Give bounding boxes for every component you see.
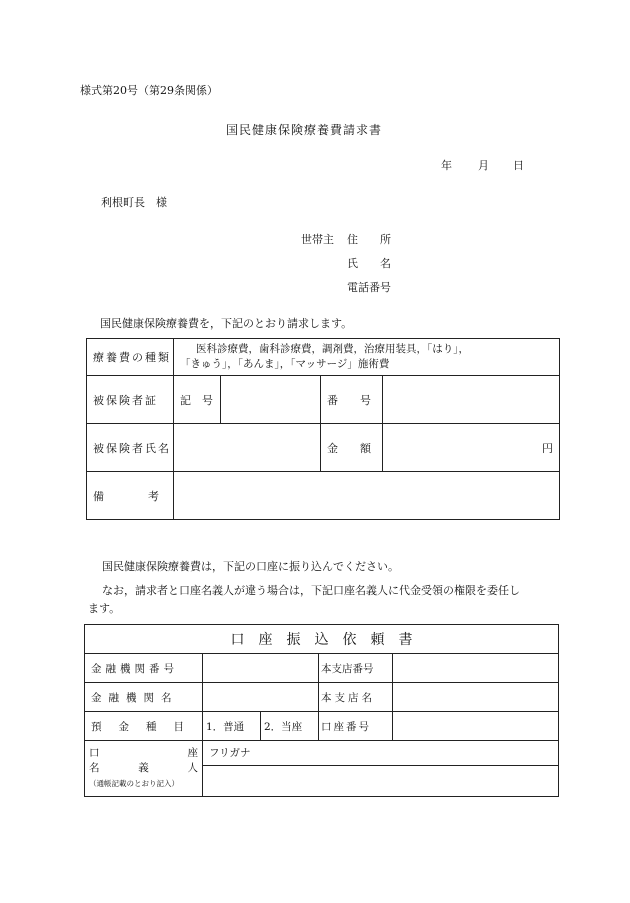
account-number-field[interactable] (393, 712, 559, 741)
holder-note: （通帳記載のとおり記入） (89, 779, 179, 788)
remarks-label: 備 考 (87, 472, 174, 520)
address-label: 住 所 (347, 233, 391, 246)
delegation-line2: ます。 (88, 602, 121, 615)
remarks-field[interactable] (174, 472, 560, 520)
treatment-type-line2: 「きゅう」，「あんま」，「マッサージ」施術費 (180, 358, 390, 370)
yen-unit: 円 (542, 441, 553, 455)
insured-name-field[interactable] (174, 424, 321, 472)
furigana-field[interactable] (203, 741, 559, 766)
holder-char-5: 人 (187, 762, 198, 774)
holder-char-4: 義 (138, 762, 149, 774)
page-title: 国民健康保険療養費請求書 (226, 123, 383, 137)
branch-code-label: 本支店番号 (319, 654, 393, 683)
treatment-type-label: 療養費の種類 (87, 339, 174, 376)
symbol-field[interactable] (221, 376, 321, 424)
deposit-type-label: 預金種目 (85, 712, 203, 741)
request-statement: 国民健康保険療養費を，下記のとおり請求します。 (100, 317, 353, 330)
account-number-label: 口座番号 (319, 712, 393, 741)
branch-code-field[interactable] (393, 654, 559, 683)
bank-transfer-table (84, 624, 559, 797)
addressee: 利根町長 様 (101, 196, 167, 209)
holder-char-3: 名 (89, 762, 100, 774)
amount-label: 金 額 (321, 424, 383, 472)
holder-label-row2 (89, 761, 198, 776)
institution-code-label: 金融機関番号 (85, 654, 203, 683)
date-year: 年 (441, 159, 452, 172)
institution-name-label: 金融機関名 (85, 683, 203, 712)
insurance-card-label: 被保険者証 (87, 376, 174, 424)
treatment-type-line1: 医科診療費，歯科診療費，調剤費，治療用装具，「はり」， (196, 343, 469, 355)
institution-code-field[interactable] (203, 654, 319, 683)
treatment-type-options (174, 339, 560, 376)
form-number: 様式第20号（第29条関係） (80, 84, 218, 97)
amount-field[interactable] (383, 424, 560, 472)
account-holder-label (85, 741, 203, 797)
branch-name-label: 本支店名 (319, 683, 393, 712)
institution-name-field[interactable] (203, 683, 319, 712)
date-day: 日 (513, 159, 524, 172)
delegation-line1: なお，請求者と口座名義人が違う場合は，下記口座名義人に代金受領の権限を委任し (102, 584, 520, 597)
branch-name-field[interactable] (393, 683, 559, 712)
holder-char-2: 座 (187, 747, 198, 759)
name-label: 氏 名 (347, 257, 391, 270)
number-field[interactable] (383, 376, 560, 424)
number-label: 番 号 (321, 376, 383, 424)
holder-label-row1 (89, 746, 198, 761)
transfer-statement: 国民健康保険療養費は，下記の口座に振り込んでください。 (102, 560, 399, 573)
claim-table (86, 338, 560, 520)
deposit-ordinary-option[interactable]: 1．普通 (203, 712, 261, 741)
insured-name-label: 被保険者氏名 (87, 424, 174, 472)
symbol-label: 記 号 (174, 376, 221, 424)
deposit-current-option[interactable]: 2．当座 (261, 712, 319, 741)
phone-label: 電話番号 (347, 281, 391, 294)
account-holder-name-field[interactable] (203, 766, 559, 797)
holder-char-1: 口 (89, 747, 100, 759)
furigana-label: フリガナ (209, 747, 251, 759)
date-month: 月 (478, 159, 489, 172)
household-head-label: 世帯主 (301, 233, 334, 246)
bank-table-title: 口 座 振 込 依 頼 書 (85, 625, 559, 654)
